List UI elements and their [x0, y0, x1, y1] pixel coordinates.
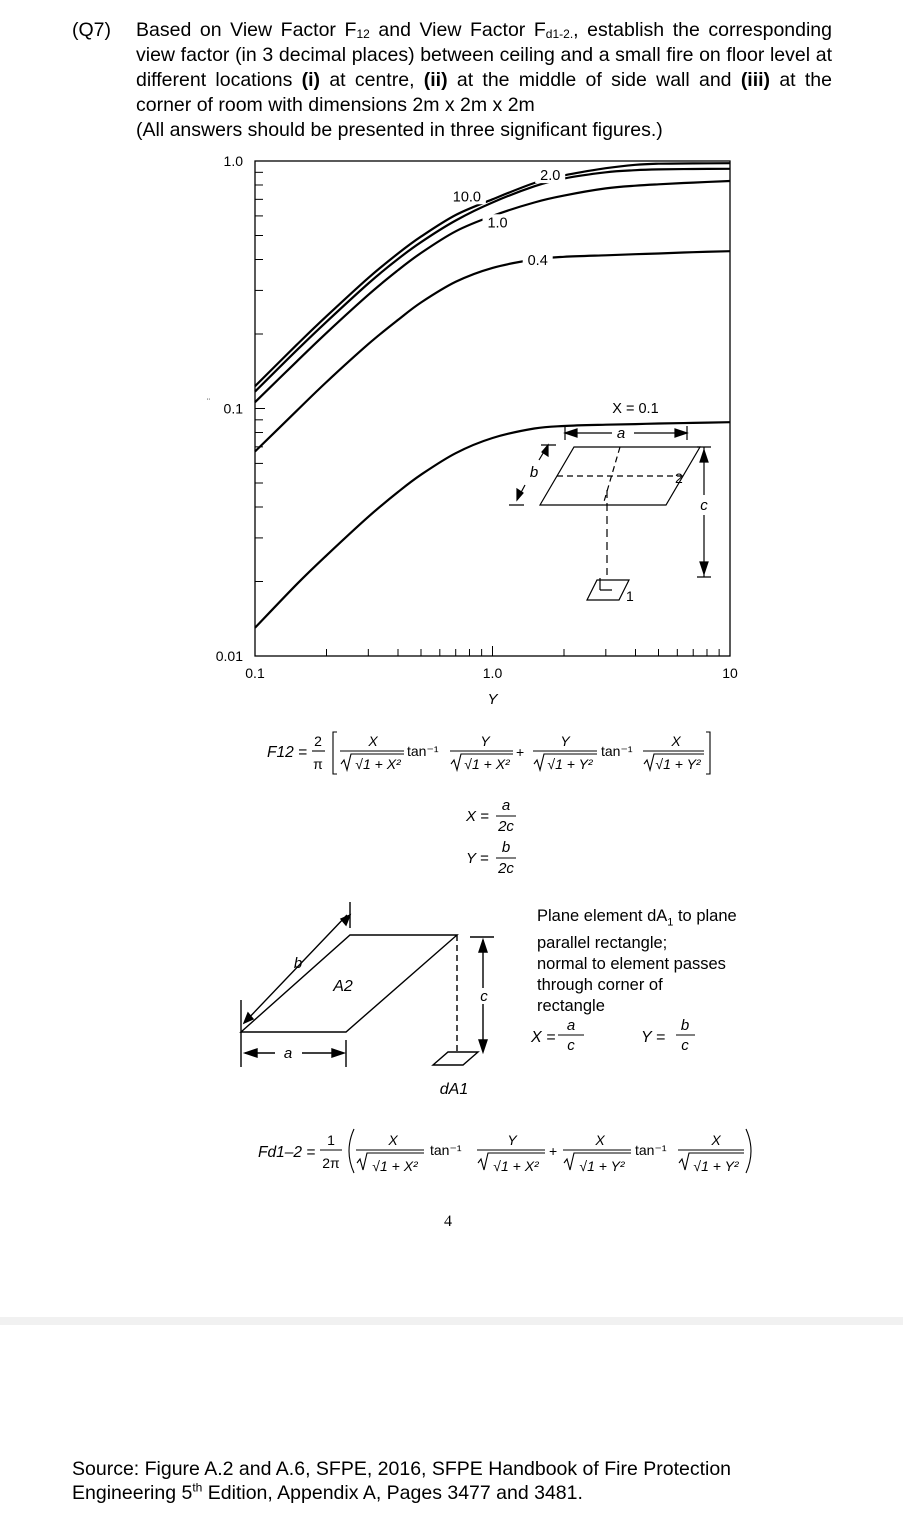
caption-line1: Plane element dA: [537, 907, 668, 925]
f12-t2-den: √1 + X²: [464, 756, 510, 772]
source-text-1: Source: Figure A.2 and A.6, SFPE, 2016, SFPE Handbook of Fire Protection Engineering 5: [72, 1458, 732, 1504]
fd-t4-den: √1 + Y²: [693, 1158, 739, 1174]
fd-coef-num: 1: [327, 1132, 335, 1148]
page-separator: [0, 1317, 903, 1325]
fd-t1-num: X: [388, 1132, 398, 1148]
inset-label-a: a: [616, 425, 626, 442]
y-tick-label: 1.0: [223, 153, 243, 169]
question-part1: Based on View Factor F: [136, 19, 357, 41]
inset-label-2: 2: [675, 470, 683, 486]
f12-t1-den: √1 + X²: [355, 756, 401, 772]
series-line-1-0: [255, 181, 730, 402]
inset-label-1: 1: [626, 588, 634, 604]
inset-diagram: [509, 426, 711, 600]
source-citation: [72, 1457, 832, 1505]
x-def-num: a: [501, 797, 511, 814]
series-label-2-0: 2.0: [540, 168, 561, 185]
caption-line2: parallel rectangle;: [537, 934, 668, 953]
chart-labels: [216, 153, 738, 708]
area-label-a2: A2: [333, 978, 353, 995]
fd-right-paren: [746, 1129, 751, 1173]
caption-line4: through corner of: [537, 976, 663, 995]
x-def-lhs: X =: [466, 808, 489, 825]
fd-tan-1: tan⁻¹: [430, 1142, 462, 1158]
location-3-tag: (iii): [740, 69, 771, 91]
inset-label-c: c: [700, 497, 708, 514]
f12-t4-den: √1 + Y²: [655, 756, 701, 772]
f12-tan-2: tan⁻¹: [601, 743, 633, 759]
subscript-12: 12: [356, 27, 370, 41]
fd-coef-den: 2π: [322, 1155, 340, 1171]
series-line-2-0: [255, 169, 730, 392]
x-tick-label: 10: [722, 665, 738, 681]
page-number: 4: [444, 1213, 452, 1230]
inset-label-b: b: [529, 464, 539, 481]
x-tick-label: 0.1: [245, 665, 265, 681]
series-line-0-4: [255, 251, 730, 451]
fd-t1-den: √1 + X²: [372, 1158, 418, 1174]
f12-coef-den: π: [313, 756, 323, 772]
element-label-da1: dA1: [439, 1081, 469, 1098]
y-def-num: b: [501, 839, 511, 856]
dim-label-c: c: [480, 988, 488, 1005]
fd-t4-num: X: [711, 1132, 721, 1148]
caption-line3: normal to element passes: [537, 955, 726, 974]
f12-tan-1: tan⁻¹: [407, 743, 439, 759]
fd-t2-num: Y: [507, 1132, 517, 1148]
diag-y-den: c: [681, 1037, 689, 1054]
series-label-1-0: 1.0: [487, 215, 508, 232]
diag-y-lhs: Y =: [641, 1029, 666, 1046]
f12-plus: +: [516, 744, 525, 760]
x-axis-label: Y: [487, 691, 498, 708]
inset-dim-a: [565, 426, 687, 440]
fd-plus: +: [549, 1143, 558, 1159]
dim-label-b: b: [293, 955, 303, 972]
series-label-0-4: 0.4: [527, 253, 548, 270]
fd-lhs: Fd1–2 =: [258, 1144, 316, 1161]
diag-x-den: c: [567, 1037, 575, 1054]
x-def-den: 2c: [498, 818, 514, 835]
y-tick-label: 0.01: [215, 648, 243, 664]
question-note: (All answers should be presented in three significant figures.): [136, 119, 663, 141]
source-text-2: Edition, Appendix A, Pages 3477 and 3481.: [202, 1482, 583, 1504]
f12-t4-num: X: [671, 733, 681, 749]
caption-line5: rectangle: [537, 997, 605, 1016]
element-da1: [433, 1052, 478, 1065]
y-axis-glyph: ¨: [207, 397, 210, 407]
y-tick-label: 0.1: [223, 400, 243, 417]
location-1-tag: (i): [301, 69, 321, 91]
f12-t2-num: Y: [480, 733, 490, 749]
caption-line1b: to plane: [673, 907, 737, 925]
dim-label-a: a: [283, 1045, 293, 1062]
series-line-0-1: [255, 422, 730, 628]
fd-left-paren: [349, 1129, 354, 1173]
fd-t3-den: √1 + Y²: [579, 1158, 625, 1174]
left-bracket: [333, 732, 337, 774]
series-line-10-0: [255, 163, 730, 386]
question-part2: and View Factor F: [369, 19, 546, 41]
question-part3: , establish the corresponding view factor (in 3 decimal places) between ceiling and a small fire on floor level at different locations: [136, 19, 832, 91]
series-label-0-1: X = 0.1: [612, 401, 659, 418]
f12-t3-den: √1 + Y²: [547, 756, 593, 772]
subscript-d12: d1-2.: [545, 27, 574, 41]
f12-t1-num: X: [368, 733, 378, 749]
f12-coef-num: 2: [314, 733, 322, 749]
f12-lhs: F12 =: [267, 744, 308, 761]
fd-t3-num: X: [595, 1132, 605, 1148]
fd-t2-den: √1 + X²: [493, 1158, 539, 1174]
source-sup: th: [192, 1480, 203, 1495]
diag-y-num: b: [680, 1017, 690, 1034]
chart-series: [255, 163, 730, 628]
diag-x-lhs: X =: [531, 1029, 556, 1046]
location-1-text: at centre,: [320, 69, 424, 91]
y-def-lhs: Y =: [466, 850, 489, 867]
caption-sub: 1: [667, 916, 674, 929]
location-2-tag: (ii): [423, 69, 448, 91]
y-def-den: 2c: [498, 860, 514, 877]
location-2-text: at the middle of side wall and: [447, 69, 741, 91]
formula-fd12: [0, 1110, 903, 1190]
diag-x-num: a: [566, 1017, 576, 1034]
f12-t3-num: Y: [560, 733, 570, 749]
formula-f12: [0, 720, 903, 890]
diagram-caption: [537, 906, 787, 1017]
x-tick-label: 1.0: [482, 665, 503, 681]
view-factor-chart: [0, 0, 903, 720]
location-3-text: at the corner of room with dimensions 2m x 2m x 2m: [136, 69, 832, 116]
right-bracket: [706, 732, 710, 774]
fd-tan-2: tan⁻¹: [635, 1142, 667, 1158]
series-label-10-0: 10.0: [452, 189, 481, 206]
question-number: (Q7): [72, 19, 111, 41]
